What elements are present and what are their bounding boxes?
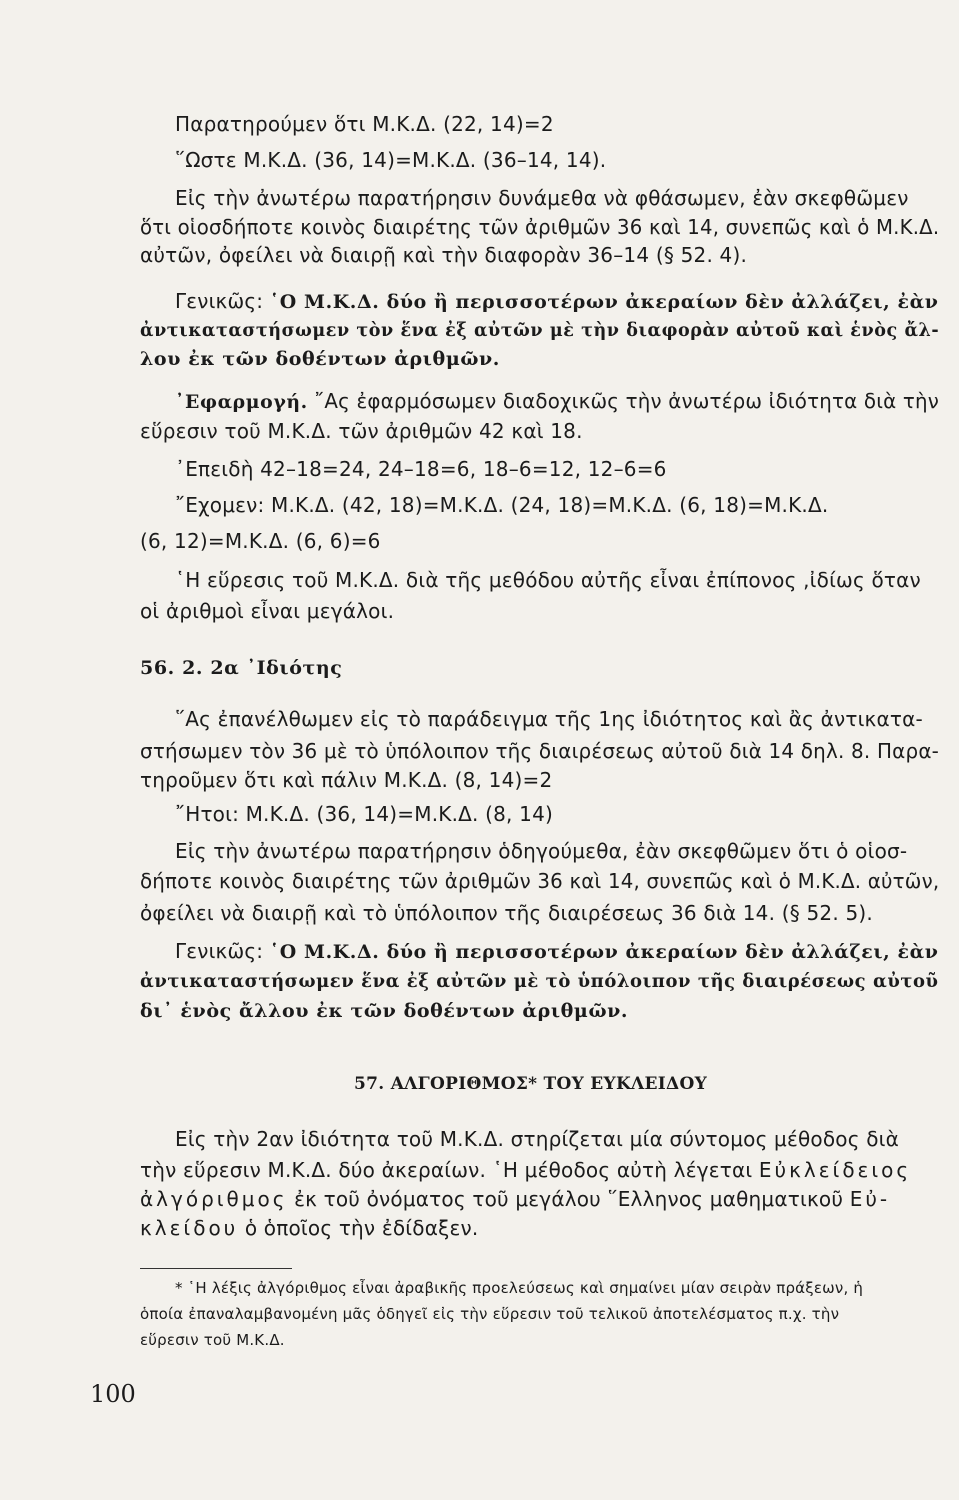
text-line: δήποτε κοινὸς διαιρέτης τῶν ἀριθμῶν 36 καὶ 14, συνεπῶς καὶ ὁ Μ.Κ.Δ. αὐτῶν,: [140, 869, 940, 893]
rule-statement: [175, 937, 938, 966]
text-line: ᾿Επειδὴ 42–18=24, 24–18=6, 18–6=12, 12–6=6: [175, 457, 667, 481]
rule-text: ῾Ο Μ.Κ.Δ. δύο ἢ περισσοτέρων ἀκεραίων δὲν ἀλλάζει, ἐὰν: [269, 291, 939, 313]
footnote-line: * ῾Η λέξις ἀλγόριθμος εἶναι ἀραβικῆς προελεύσεως καὶ σημαίνει μίαν σειρὰν πράξεων, ἡ: [175, 1279, 864, 1297]
text-line: Εἰς τὴν ἀνωτέρω παρατήρησιν δυνάμεθα νὰ φθάσωμεν, ἐὰν σκεφθῶμεν: [175, 186, 909, 210]
rule-text: δι᾿ ἑνὸς ἄλλου ἐκ τῶν δοθέντων ἀριθμῶν.: [140, 1000, 629, 1022]
text-line: τηροῦμεν ὅτι καὶ πάλιν Μ.Κ.Δ. (8, 14)=2: [140, 768, 553, 792]
text-span: τὴν εὕρεσιν Μ.Κ.Δ. δύο ἀκεραίων. ῾Η μέθοδος αὐτὴ λέγεται: [140, 1158, 753, 1182]
text-line: [140, 1214, 478, 1242]
text-line: ῾Η εὕρεσις τοῦ Μ.Κ.Δ. διὰ τῆς μεθόδου αὐτῆς εἶναι ἐπίπονος ,ἰδίως ὅταν: [175, 568, 921, 592]
spaced-term: Εὐ-: [849, 1187, 891, 1211]
rule-statement: [175, 287, 938, 316]
spaced-term: Εὐκλείδειος: [758, 1158, 912, 1182]
rule-label: Γενικῶς:: [175, 939, 264, 963]
text-line: ὀφείλει νὰ διαιρῇ καὶ τὸ ὑπόλοιπον τῆς διαιρέσεως 36 διὰ 14. (§ 52. 5).: [140, 901, 873, 925]
application-label: ᾿Εφαρμογή.: [175, 391, 308, 413]
section-heading-56-2: 56. 2. 2α ᾿Ιδιότης: [140, 657, 343, 679]
text-line: αὐτῶν, ὀφείλει νὰ διαιρῇ καὶ τὴν διαφορὰν 36–14 (§ 52. 4).: [140, 243, 748, 267]
text-line: Παρατηρούμεν ὅτι Μ.Κ.Δ. (22, 14)=2: [175, 112, 554, 136]
rule-text: λου ἐκ τῶν δοθέντων ἀριθμῶν.: [140, 348, 501, 370]
text-line: ῞Ωστε Μ.Κ.Δ. (36, 14)=Μ.Κ.Δ. (36–14, 14).: [175, 148, 607, 172]
text-line: εὕρεσιν τοῦ Μ.Κ.Δ. τῶν ἀριθμῶν 42 καὶ 18.: [140, 419, 583, 443]
rule-text: ῾Ο Μ.Κ.Δ. δύο ἢ περισσοτέρων ἀκεραίων δὲν ἀλλάζει, ἐὰν: [269, 941, 939, 963]
text-line: [140, 1185, 890, 1213]
text-line: [140, 1156, 911, 1184]
text-line: στήσωμεν τὸν 36 μὲ τὸ ὑπόλοιπον τῆς διαιρέσεως αὐτοῦ διὰ 14 δηλ. 8. Παρα-: [140, 739, 940, 763]
spaced-term: ἀλγόριθμος: [140, 1187, 288, 1211]
text-span: ὁ ὁποῖος τὴν ἐδίδαξεν.: [244, 1216, 479, 1240]
footnote-line: ὁποία ἐπαναλαμβανομένη μᾶς ὁδηγεῖ εἰς τὴν εὕρεσιν τοῦ τελικοῦ ἀποτελέσματος π.χ. τὴν: [140, 1305, 840, 1323]
text-span: ἐκ τοῦ ὀνόματος τοῦ μεγάλου ῞Ελληνος μαθηματικοῦ: [294, 1187, 844, 1211]
rule-label: Γενικῶς:: [175, 289, 264, 313]
rule-text: ἀντικαταστήσωμεν ἕνα ἐξ αὐτῶν μὲ τὸ ὑπόλοιπον τῆς διαιρέσεως αὐτοῦ: [140, 970, 939, 992]
page-number: 100: [90, 1380, 136, 1408]
text-line: ῎Εχομεν: Μ.Κ.Δ. (42, 18)=Μ.Κ.Δ. (24, 18)=Μ.Κ.Δ. (6, 18)=Μ.Κ.Δ.: [175, 493, 829, 517]
text-line: ὅτι οἱοσδήποτε κοινὸς διαιρέτης τῶν ἀριθμῶν 36 καὶ 14, συνεπῶς καὶ ὁ Μ.Κ.Δ.: [140, 215, 940, 239]
text-line: Εἰς τὴν ἀνωτέρω παρατήρησιν ὁδηγούμεθα, ἐὰν σκεφθῶμεν ὅτι ὁ οἱοσ-: [175, 839, 908, 863]
footnote-line: εὕρεσιν τοῦ Μ.Κ.Δ.: [140, 1331, 285, 1349]
rule-text: ἀντικαταστήσωμεν τὸν ἕνα ἐξ αὐτῶν μὲ τὴν διαφορὰν αὐτοῦ καὶ ἑνὸς ἄλ-: [140, 319, 940, 341]
spaced-term: κλείδου: [140, 1216, 239, 1240]
application-text: ῎Ας ἐφαρμόσωμεν διαδοχικῶς τὴν ἀνωτέρω ἰδιότητα διὰ τὴν: [314, 389, 940, 413]
text-line: οἱ ἀριθμοὶ εἶναι μεγάλοι.: [140, 599, 395, 623]
text-line: Εἰς τὴν 2αν ἰδιότητα τοῦ Μ.Κ.Δ. στηρίζεται μία σύντομος μέθοδος διὰ: [175, 1127, 900, 1151]
text-line: ῎Ητοι: Μ.Κ.Δ. (36, 14)=Μ.Κ.Δ. (8, 14): [175, 802, 554, 826]
text-line: (6, 12)=Μ.Κ.Δ. (6, 6)=6: [140, 529, 381, 553]
application-line: [175, 387, 939, 416]
section-heading-57: 57. ΑΛΓΟΡΙΘΜΟΣ* ΤΟΥ ΕΥΚΛΕΙΔΟΥ: [354, 1074, 708, 1094]
footnote-divider: [140, 1268, 292, 1269]
text-line: ῞Ας ἐπανέλθωμεν εἰς τὸ παράδειγμα τῆς 1ης ἰδιότητος καὶ ἂς ἀντικατα-: [175, 707, 923, 731]
